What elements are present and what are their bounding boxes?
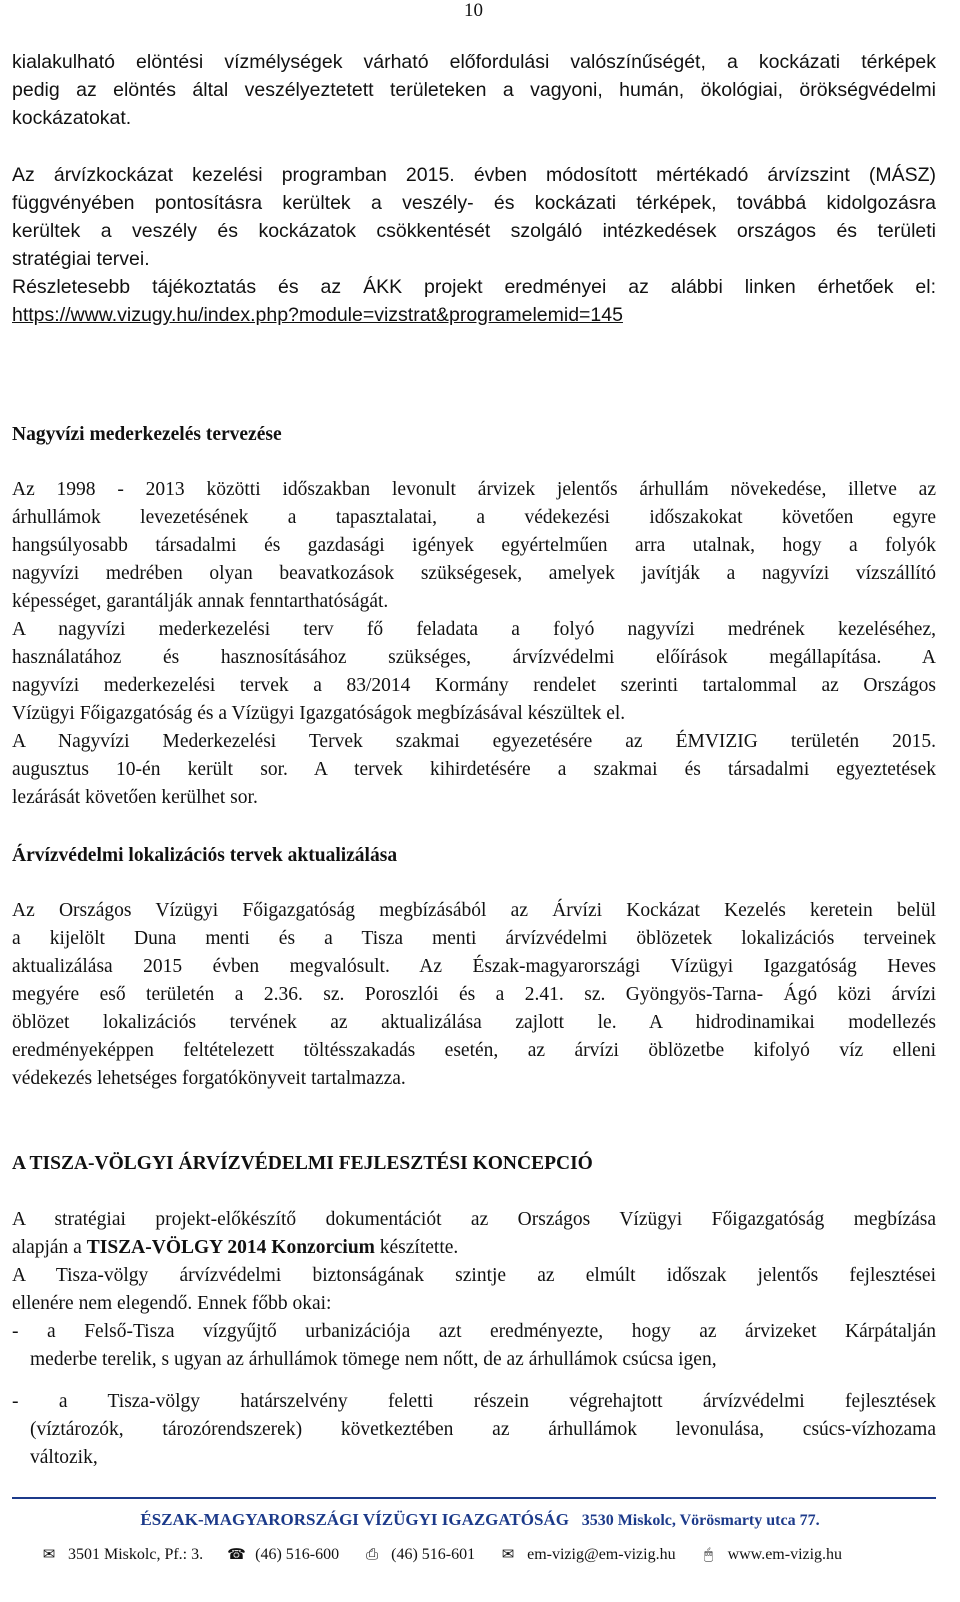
- paragraph-1: [12, 48, 936, 132]
- text-line: A stratégiai projekt-előkészítő dokumentációt az Országos Vízügyi Főigazgatóság megbízása: [12, 1209, 936, 1230]
- footer-org-line: [0, 1510, 960, 1530]
- text-line: [12, 1234, 936, 1262]
- mail-icon: ✉: [42, 1547, 56, 1563]
- text-line: Részletesebb tájékoztatás és az ÁKK projekt eredményei az alábbi linken érhetőek el:: [12, 276, 936, 298]
- footer-phone: (46) 516-600: [255, 1545, 340, 1563]
- text-line: A nagyvízi mederkezelési terv fő feladata a folyó nagyvízi medrének kezeléséhez,: [12, 619, 936, 640]
- text-line: eredményeképpen feltételezett töltésszakadás esetén, az árvízi öblözetbe kifolyó víz elleni: [12, 1040, 936, 1061]
- page-number: 10: [464, 0, 483, 21]
- text-line: Az 1998 - 2013 közötti időszakban levonult árvizek jelentős árhullám növekedése, illetve az: [12, 479, 936, 500]
- text-line: aktualizálása 2015 évben megvalósult. Az Észak-magyarországi Vízügyi Igazgatóság Heves: [12, 956, 936, 977]
- text-line: (víztározók, tározórendszerek) következtében az árhullámok levonulása, csúcs-vízhozama: [30, 1419, 936, 1440]
- bullet-item-1: [12, 1318, 936, 1374]
- text-line: függvényében pontosításra kerültek a veszély- és kockázati térképek, továbbá kidolgozásra: [12, 192, 936, 214]
- section-heading-3: [12, 1150, 936, 1178]
- footer-pobox: 3501 Miskolc, Pf.: 3.: [68, 1545, 204, 1563]
- text-line: nagyvízi medrében olyan beavatkozások szükségesek, amelyek javítják a nagyvízi vízszállító: [12, 563, 936, 584]
- footer-divider: [12, 1497, 936, 1499]
- text-line: változik,: [30, 1447, 98, 1468]
- consortium-name: TISZA-VÖLGY 2014 Konzorcium: [86, 1237, 375, 1258]
- text-line: Vízügyi Főigazgatóság és a Vízügyi Igazgatóságok megbízásával készültek el.: [12, 703, 626, 724]
- footer-web[interactable]: www.em-vizig.hu: [727, 1545, 843, 1563]
- text-line: lezárását követően kerülhet sor.: [12, 787, 258, 808]
- section-heading-2: [12, 842, 936, 870]
- text-line: pedig az elöntés által veszélyeztetett területeken a vagyoni, humán, ökológiai, örökségvédelmi: [12, 79, 936, 101]
- heading-text: Árvízvédelmi lokalizációs tervek aktualizálása: [12, 845, 398, 866]
- text-line: árhullámok levezetésének a tapasztalatai, a védekezési időszakokat követően egyre: [12, 507, 936, 528]
- footer-address: 3530 Miskolc, Vörösmarty utca 77.: [581, 1512, 820, 1529]
- section-heading-1: [12, 421, 936, 449]
- text-line: a kijelölt Duna menti és a Tisza menti árvízvédelmi öblözetek lokalizációs terveinek: [12, 928, 936, 949]
- text-line: kialakulható elöntési vízmélységek várható előfordulási valószínűségét, a kockázati térképek: [12, 51, 936, 73]
- footer-org: ÉSZAK-MAGYARORSZÁGI VÍZÜGYI IGAZGATÓSÁG: [140, 1510, 569, 1529]
- paragraph-3: [12, 476, 936, 812]
- text-line: augusztus 10-én került sor. A tervek kihirdetésére a szakmai és társadalmi egyeztetések: [12, 759, 936, 780]
- email-icon: ✉: [501, 1547, 515, 1563]
- text-line: - a Felső-Tisza vízgyűjtő urbanizációja azt eredményezte, hogy az árvizeket Kárpátalján: [12, 1321, 936, 1342]
- text-line: Az Országos Vízügyi Főigazgatóság megbízásából az Árvízi Kockázat Kezelés keretein belül: [12, 900, 936, 921]
- phone-icon: ☎: [227, 1547, 246, 1563]
- paragraph-4: [12, 897, 936, 1093]
- text-line: képességet, garantálják annak fenntarthatóságát.: [12, 591, 389, 612]
- text-line: A Nagyvízi Mederkezelési Tervek szakmai egyezetésére az ÉMVIZIG területén 2015.: [12, 731, 936, 752]
- text-line: mederbe terelik, s ugyan az árhullámok tömege nem nőtt, de az árhullámok csúcsa igen,: [30, 1349, 717, 1370]
- paragraph-2: [12, 161, 936, 329]
- text-line: nagyvízi mederkezelési tervek a 83/2014 Kormány rendelet szerinti tartalommal az Országos: [12, 675, 936, 696]
- heading-text: A TISZA-VÖLGYI ÁRVÍZVÉDELMI FEJLESZTÉSI KONCEPCIÓ: [12, 1153, 593, 1174]
- text-span: alapján a: [12, 1237, 87, 1258]
- text-line: - a Tisza-völgy határszelvény feletti részein végrehajtott árvízvédelmi fejlesztések: [12, 1391, 936, 1412]
- text-line: A Tisza-völgy árvízvédelmi biztonságának szintje az elmúlt időszak jelentős fejlesztései: [12, 1265, 936, 1286]
- text-line: stratégiai tervei.: [12, 248, 150, 270]
- text-line: kockázatokat.: [12, 107, 132, 129]
- text-line: ellenére nem elegendő. Ennek főbb okai:: [12, 1293, 332, 1314]
- web-icon: 🖱: [704, 1546, 714, 1563]
- footer-email[interactable]: em-vizig@em-vizig.hu: [527, 1545, 676, 1563]
- bullet-item-2: [12, 1388, 936, 1472]
- paragraph-5: [12, 1206, 936, 1318]
- text-line: Az árvízkockázat kezelési programban 2015. évben módosított mértékadó árvízszint (MÁSZ): [12, 164, 936, 186]
- text-line: kerültek a veszély és kockázatok csökkentését szolgáló intézkedések országos és területi: [12, 220, 936, 242]
- heading-text: Nagyvízi mederkezelés tervezése: [12, 424, 282, 445]
- text-line: hangsúlyosabb társadalmi és gazdasági igények egyértelműen arra utalnak, hogy a folyók: [12, 535, 936, 556]
- project-link[interactable]: https://www.vizugy.hu/index.php?module=vizstrat&programelemid=145: [12, 304, 623, 326]
- fax-icon: ⎙: [366, 1546, 379, 1563]
- footer-contact-line: [40, 1545, 842, 1564]
- text-line: öblözet lokalizációs tervének az aktualizálása zajlott le. A hidrodinamikai modellezés: [12, 1012, 936, 1033]
- text-line: védekezés lehetséges forgatókönyveit tartalmazza.: [12, 1068, 406, 1089]
- text-line: használatához és hasznosításához szükséges, árvízvédelmi előírások megállapítása. A: [12, 647, 936, 668]
- footer-fax: (46) 516-601: [391, 1545, 476, 1563]
- text-line: megyére eső területén a 2.36. sz. Poroszlói és a 2.41. sz. Gyöngyös-Tarna- Ágó közi árvízi: [12, 984, 936, 1005]
- text-span: készítette.: [374, 1237, 459, 1258]
